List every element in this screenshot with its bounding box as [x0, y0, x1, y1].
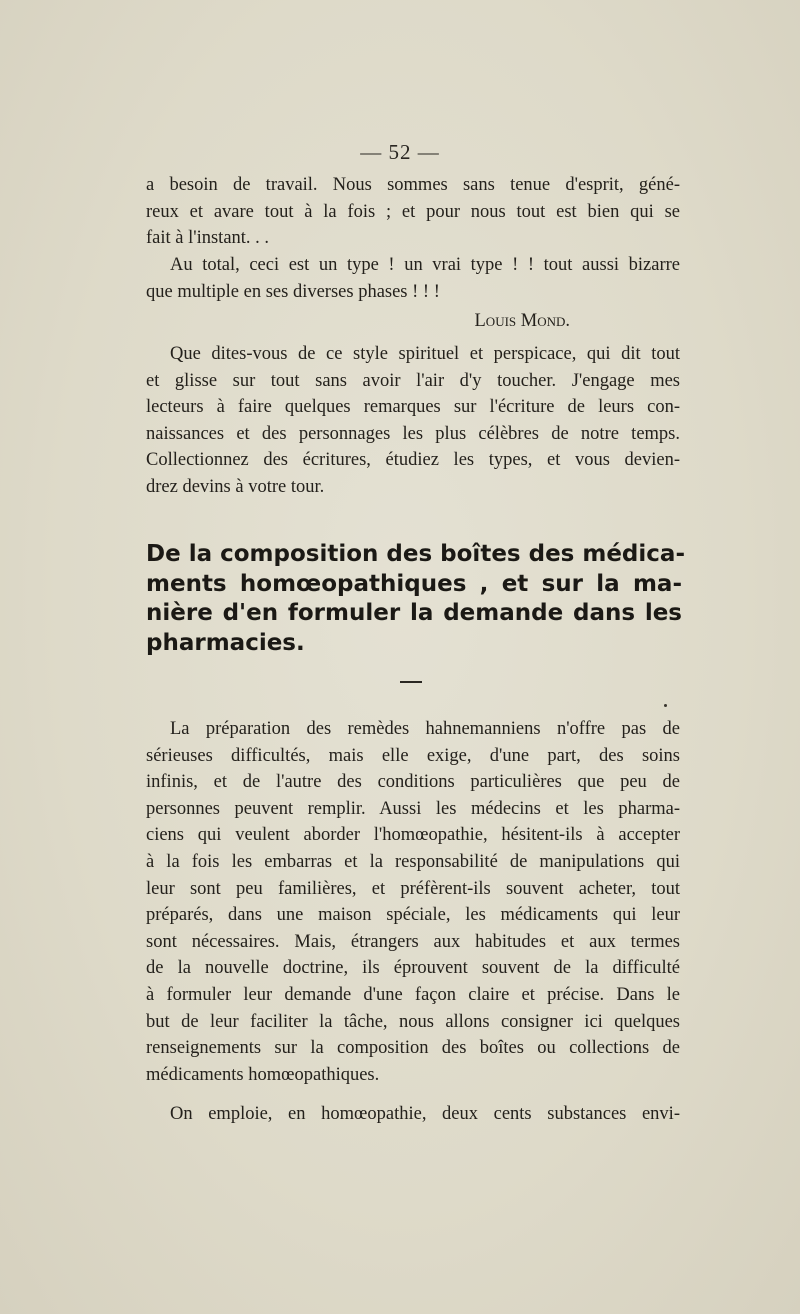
section-rule [400, 681, 422, 683]
text-line: drez devins à votre tour. [146, 476, 325, 497]
text-line: renseignements sur la composition des boîtes ou collections de [146, 1038, 680, 1059]
text-line: but de leur faciliter la tâche, nous allons consigner ici quelques [146, 1011, 680, 1032]
text-line: leur sont peu familières, et préfèrent-ils souvent acheter, tout [146, 878, 680, 899]
signature [146, 308, 680, 335]
ink-speck [664, 704, 667, 707]
text-line: à formuler leur demande d'une façon claire et précise. Dans le [146, 984, 680, 1005]
text-line: préparés, dans une maison spéciale, les médicaments qui leur [146, 905, 680, 926]
signature-text: Louis Mond. [474, 311, 570, 331]
paragraph-3 [146, 341, 680, 501]
text-line: infinis, et de l'autre des conditions particulières que peu de [146, 772, 680, 793]
text-line: que multiple en ses diverses phases ! ! ! [146, 281, 440, 302]
text-line: sont nécessaires. Mais, étrangers aux habitudes et aux termes [146, 931, 680, 952]
heading-line: De la composition des boîtes des médica- [146, 541, 685, 567]
text-line: fait à l'instant. . . [146, 228, 270, 249]
text-line: Collectionnez des écritures, étudiez les types, et vous devien- [146, 450, 680, 471]
text-line: a besoin de travail. Nous sommes sans tenue d'esprit, géné- [146, 175, 680, 195]
text-line: ciens qui veulent aborder l'homœopathie, hésitent-ils à accepter [146, 825, 680, 846]
paragraph-5 [146, 1101, 680, 1128]
heading-line: nière d'en formuler la demande dans les [146, 600, 682, 626]
text-line: médicaments homœopathiques. [146, 1064, 380, 1085]
heading-line: ments homœopathiques , et sur la ma- [146, 570, 682, 597]
text-line: et glisse sur tout sans avoir l'air d'y toucher. J'engage mes [146, 370, 680, 391]
paragraph-1 [146, 172, 680, 252]
page-number: — 52 — [360, 140, 440, 164]
text-line: reux et avare tout à la fois ; et pour nous tout est bien qui se [146, 201, 680, 222]
text-line: sérieuses difficultés, mais elle exige, d'une part, des soins [146, 745, 680, 766]
text-line: La préparation des remèdes hahnemanniens n'offre pas de [170, 719, 680, 739]
text-line: de la nouvelle doctrine, ils éprouvent souvent de la difficulté [146, 958, 680, 979]
text-line: personnes peuvent remplir. Aussi les médecins et les pharma- [146, 798, 680, 819]
text-line: On emploie, en homœopathie, deux cents substances envi- [170, 1104, 680, 1124]
section-heading [146, 540, 685, 658]
text-line: lecteurs à faire quelques remarques sur l'écriture de leurs con- [146, 397, 680, 418]
text-line: naissances et des personnages les plus célèbres de notre temps. [146, 423, 680, 444]
heading-line: pharmacies. [146, 629, 305, 656]
paragraph-4 [146, 716, 680, 1088]
paragraph-2 [146, 252, 680, 305]
text-line: Au total, ceci est un type ! un vrai type ! ! tout aussi bizarre [170, 255, 680, 275]
text-line: à la fois les embarras et la responsabilité de manipulations qui [146, 851, 680, 872]
text-line: Que dites-vous de ce style spirituel et perspicace, qui dit tout [170, 344, 680, 364]
